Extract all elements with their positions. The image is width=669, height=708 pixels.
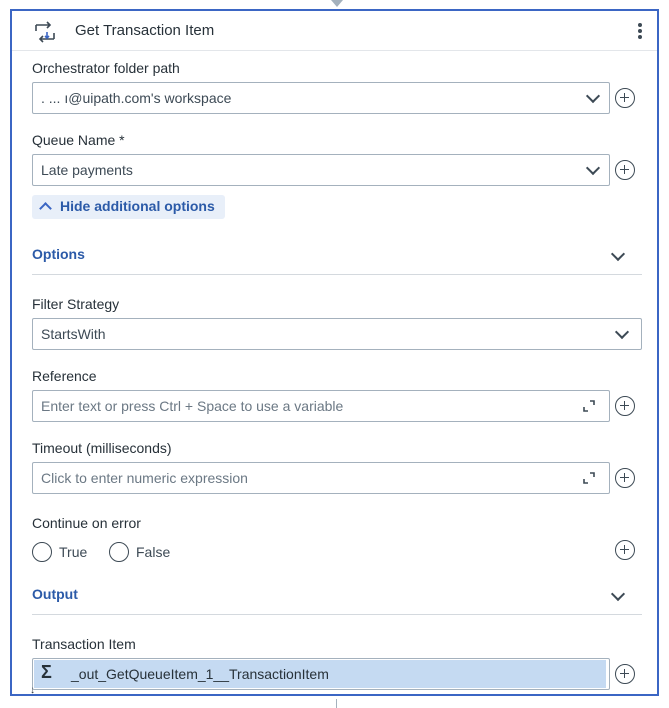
resize-arrow-icon: ↓ — [30, 685, 35, 696]
expand-editor-icon[interactable] — [582, 399, 596, 413]
queue-value: Late payments — [41, 162, 133, 178]
folder-label: Orchestrator folder path — [32, 60, 180, 76]
card-title: Get Transaction Item — [75, 22, 215, 39]
filter-label: Filter Strategy — [32, 296, 120, 312]
chevron-down-icon[interactable] — [586, 89, 600, 103]
add-variable-icon[interactable] — [615, 540, 635, 560]
connector-line-bottom — [336, 699, 337, 708]
timeout-placeholder: Click to enter numeric expression — [41, 470, 248, 486]
expand-editor-icon[interactable] — [582, 471, 596, 485]
filter-value: StartsWith — [41, 326, 106, 342]
card-header — [12, 11, 657, 51]
add-variable-icon[interactable] — [615, 88, 635, 108]
hide-options-button[interactable] — [32, 195, 225, 219]
radio-false-label: False — [136, 544, 171, 560]
reference-placeholder: Enter text or press Ctrl + Space to use a variable — [41, 398, 344, 414]
output-section-title: Output — [32, 586, 78, 602]
chevron-down-icon[interactable] — [615, 325, 629, 339]
filter-select[interactable] — [32, 318, 642, 350]
radio-false[interactable] — [109, 542, 129, 562]
options-section-title: Options — [32, 246, 85, 262]
transaction-loop-icon — [33, 20, 57, 44]
folder-value: . ... ı@uipath.com's workspace — [41, 90, 232, 106]
output-section-header[interactable] — [32, 579, 642, 615]
chevron-down-icon[interactable] — [586, 161, 600, 175]
transaction-label: Transaction Item — [32, 636, 136, 652]
folder-select[interactable] — [32, 82, 610, 114]
chevron-down-icon[interactable] — [611, 587, 625, 601]
queue-select[interactable] — [32, 154, 610, 186]
chevron-down-icon[interactable] — [611, 247, 625, 261]
reference-label: Reference — [32, 368, 97, 384]
continue-label: Continue on error — [32, 515, 141, 531]
kebab-menu-icon[interactable] — [636, 23, 644, 41]
radio-true-label: True — [59, 544, 88, 560]
add-variable-icon[interactable] — [615, 396, 635, 416]
sigma-icon: Σ — [41, 662, 52, 682]
timeout-input[interactable] — [32, 462, 610, 494]
add-variable-icon[interactable] — [615, 664, 635, 684]
reference-input[interactable] — [32, 390, 610, 422]
add-variable-icon[interactable] — [615, 468, 635, 488]
hide-options-label: Hide additional options — [60, 198, 215, 214]
chevron-up-icon — [39, 202, 52, 215]
timeout-label: Timeout (milliseconds) — [32, 440, 172, 456]
queue-label: Queue Name * — [32, 132, 125, 148]
activity-card — [10, 9, 659, 696]
add-variable-icon[interactable] — [615, 160, 635, 180]
connector-arrow-top — [331, 0, 343, 7]
radio-true[interactable] — [32, 542, 52, 562]
transaction-input[interactable] — [32, 658, 610, 690]
options-section-header[interactable] — [32, 239, 642, 275]
transaction-value: _out_GetQueueItem_1__TransactionItem — [71, 666, 329, 682]
